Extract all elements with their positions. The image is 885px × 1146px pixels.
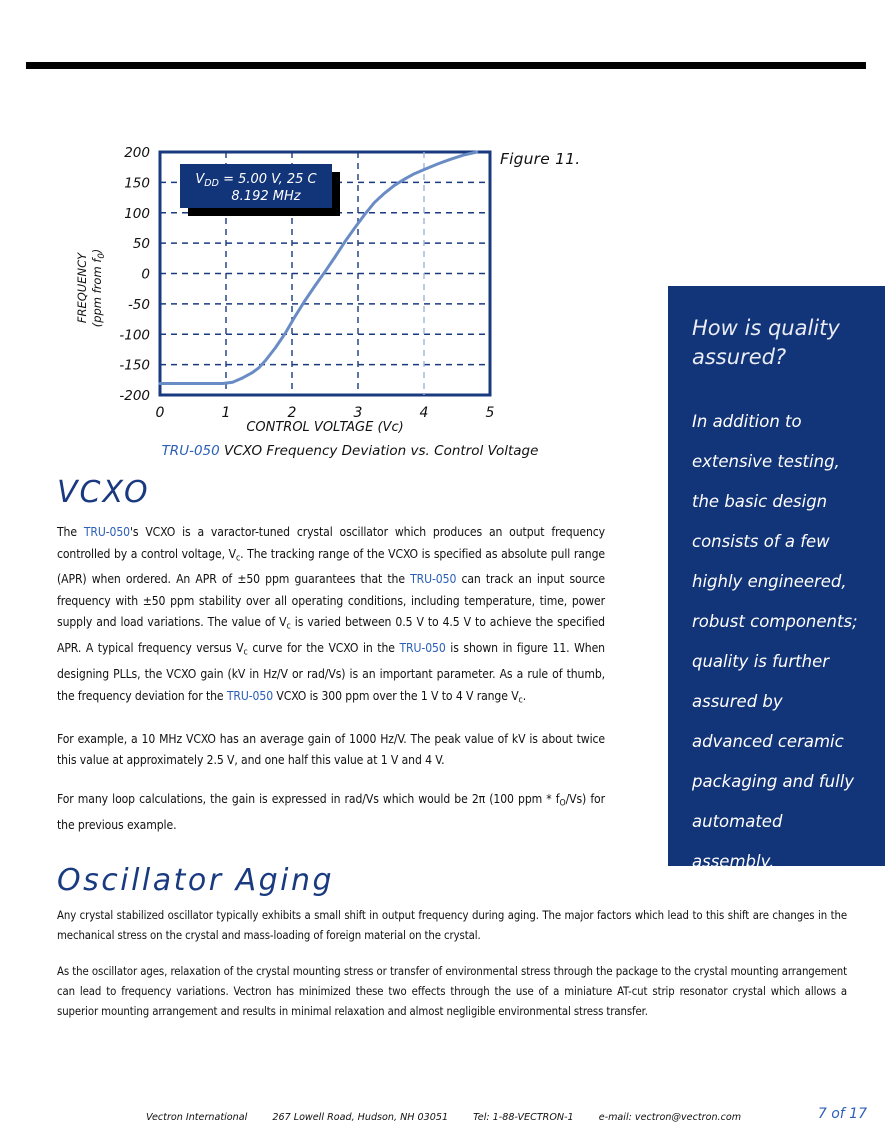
y-tick-label: 0 (141, 266, 150, 283)
product-reference: TRU-050 (410, 572, 457, 587)
footer-email: e-mail: vectron@vectron.com (598, 1112, 742, 1123)
body-paragraph (57, 789, 605, 836)
vcxo-section (57, 475, 606, 836)
oscillator-aging-section (57, 863, 847, 1038)
chart-annotation-box (180, 164, 340, 216)
y-tick-label: -100 (119, 327, 150, 344)
chart-ytick-labels (119, 145, 150, 404)
subscript: c (518, 695, 523, 706)
text-run: 's VCXO is a varactor-tuned crystal oscillator which produces an output frequency controlled by a control voltage, V (57, 525, 606, 561)
text-run: can track an input source frequency with ±50 ppm stability over all operating conditions, including temperature, time, power supply and load variations. The value of V (57, 572, 605, 630)
svg-text:FREQUENCY: FREQUENCY (75, 252, 89, 324)
annotation-line-2: 8.192 MHz (231, 189, 301, 204)
y-tick-label: -50 (127, 296, 150, 313)
text-run: curve for the VCXO in the (247, 641, 400, 656)
text-run: is shown in figure 11. When designing PLLs, the VCXO gain (kV in Hz/V or rad/Vs) is an important parameter. As a rule of thumb, the frequency deviation for the (57, 641, 605, 703)
text-run: . The tracking range of the VCXO is specified as absolute pull range (APR) when ordered. An APR of ±50 ppm guarantees that the (57, 546, 606, 587)
text-run: For example, a 10 MHz VCXO has an average gain of 1000 Hz/V. The peak value of kV is about twice this value at approximately 2.5 V, and one half this value at 1 V and 4 V. (57, 731, 605, 768)
x-tick-label: 3 (353, 405, 363, 421)
footer-contact-info (146, 1112, 741, 1123)
pullquote-heading: How is quality assured? (692, 316, 840, 369)
footer-address: 267 Lowell Road, Hudson, NH 03051 (272, 1112, 449, 1123)
x-tick-label: 2 (287, 405, 297, 421)
text-run: The (57, 525, 84, 539)
body-paragraph (57, 522, 605, 712)
figure-caption-product: TRU-050 (161, 443, 220, 459)
figure-caption-text: VCXO Frequency Deviation vs. Control Voltage (219, 443, 539, 459)
y-tick-label: 150 (124, 175, 150, 192)
text-run: VCXO is 300 ppm over the 1 V to 4 V range V (273, 688, 519, 703)
figure-caption (60, 443, 640, 459)
vcxo-paragraph-list (57, 522, 605, 836)
header-rule (26, 62, 866, 69)
footer-page-number: 7 of 17 (817, 1106, 867, 1122)
text-run: . (522, 688, 527, 703)
y-tick-label: -200 (119, 388, 150, 404)
y-tick-label: 200 (124, 145, 150, 161)
product-reference: TRU-050 (399, 641, 446, 656)
vcxo-tuning-chart (60, 138, 640, 438)
x-tick-label: 0 (155, 405, 165, 421)
product-reference: TRU-050 (226, 688, 274, 703)
figure-label: Figure 11. (500, 150, 581, 168)
x-tick-label: 5 (485, 405, 495, 421)
svg-text:(ppm from f0): (ppm from f0) (90, 248, 107, 328)
pullquote-body: In addition to extensive testing, the basic design consists of a few highly engineered, robust components; quality is further assured by advanced ceramic packaging and fully automated assembly. (692, 412, 858, 871)
subscript: c (286, 621, 291, 632)
chart-y-axis-title (75, 249, 107, 328)
footer-phone: Tel: 1-88-VECTRON-1 (473, 1112, 574, 1123)
subscript: c (235, 552, 241, 563)
product-reference: TRU-050 (83, 525, 130, 539)
body-paragraph (57, 906, 847, 946)
y-tick-label: 100 (124, 205, 150, 222)
figure-11-block (60, 138, 640, 468)
annotation-line-1: VDD = 5.00 V, 25 C (195, 172, 317, 189)
text-run: /Vs) for the previous example. (57, 791, 605, 832)
subscript: O (559, 798, 566, 809)
text-run: is varied between 0.5 V to 4.5 V to achieve the specified APR. A typical frequency versus V (57, 615, 605, 656)
text-run: For many loop calculations, the gain is expressed in rad/Vs which would be 2π (100 ppm * f (57, 791, 560, 806)
page-footer (0, 1106, 885, 1140)
body-paragraph (57, 729, 605, 772)
chart-xtick-labels (156, 405, 495, 421)
vcxo-heading: VCXO (57, 475, 150, 510)
footer-company: Vectron International (146, 1112, 248, 1123)
aging-paragraph-list (57, 906, 847, 1022)
x-tick-label: 1 (221, 405, 231, 421)
oscillator-aging-heading: Oscillator Aging (57, 863, 335, 898)
y-tick-label: -150 (119, 357, 150, 374)
text-run: As the oscillator ages, relaxation of the crystal mounting stress or transfer of environmental stress through the package to the crystal mounting arrangement can lead to frequency variations. Vectron has minimized these two effects through the use of a miniature AT-cut strip resonator crystal which allows a superior mounting arrangement and results in minimal relaxation and almost negligible environmental stress transfer. (57, 965, 847, 1018)
chart-x-axis-title: CONTROL VOLTAGE (Vc) (246, 420, 404, 435)
x-tick-label: 4 (419, 405, 429, 421)
subscript: c (243, 647, 248, 658)
text-run: Any crystal stabilized oscillator typically exhibits a small shift in output frequency during aging. The major factors which lead to this shift are changes in the mechanical stress on the crystal and mass-loading of foreign material on the crystal. (57, 909, 847, 942)
quality-pullquote (668, 286, 885, 871)
body-paragraph (57, 962, 847, 1022)
y-tick-label: 50 (132, 236, 150, 253)
